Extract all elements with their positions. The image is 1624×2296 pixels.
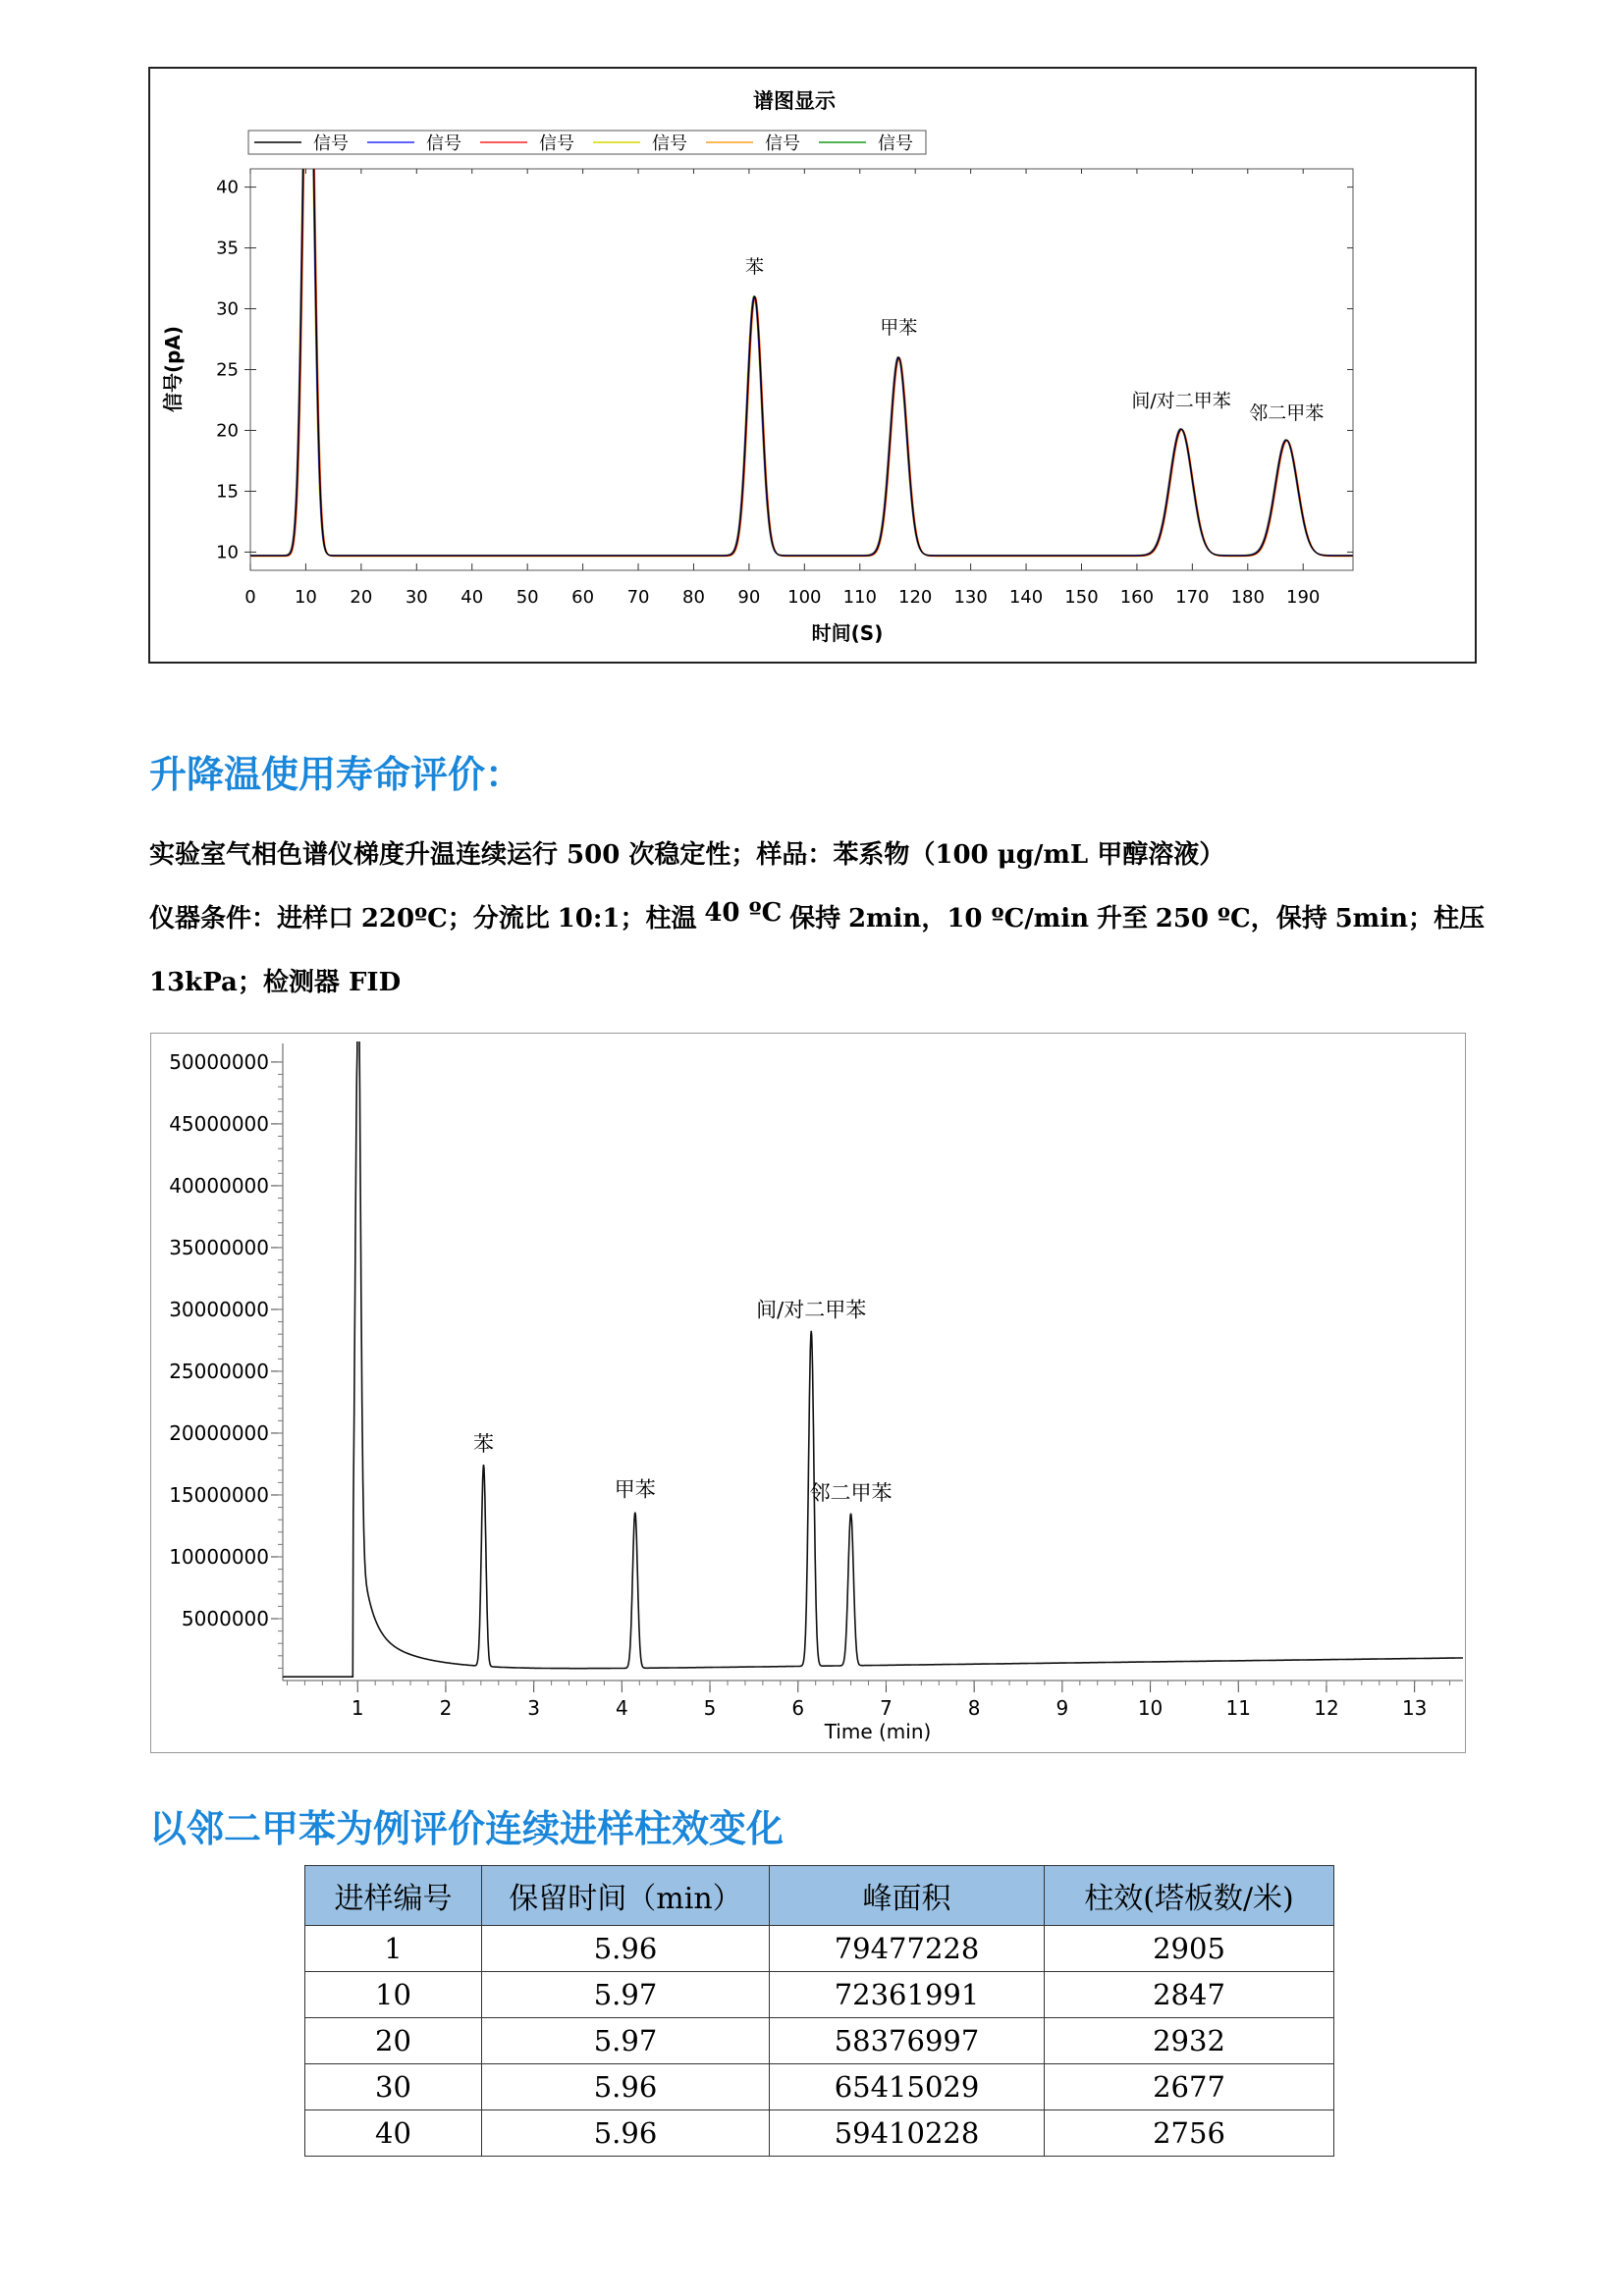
condition-part: 220ºC；分流比	[360, 904, 550, 934]
chart2-x-tick-label: 7	[880, 1696, 893, 1720]
chromatogram-chart-2	[150, 1033, 1466, 1753]
chart1-x-tick-label: 80	[682, 587, 705, 608]
chart1-legend-label: 信号	[426, 133, 461, 154]
condition-part: 10:1；柱温	[557, 904, 697, 934]
condition-part: 仪器条件：进样口	[149, 904, 354, 934]
chart1-x-tick-label: 170	[1175, 587, 1210, 608]
chart2-y-tick-label: 45000000	[169, 1111, 269, 1136]
chart1-legend-label: 信号	[313, 133, 349, 154]
chromatogram-2-svg	[151, 1034, 1464, 1751]
chart1-x-tick-label: 50	[515, 587, 539, 608]
chart1-x-tick-label: 120	[898, 587, 933, 608]
cell-column-efficiency: 2756	[1045, 2110, 1334, 2157]
condition-part: 保持	[789, 904, 841, 934]
cell-column-efficiency: 2677	[1045, 2064, 1334, 2110]
chart2-peak-label: 间/对二甲苯	[756, 1298, 867, 1322]
cell-retention-time: 5.96	[482, 2110, 770, 2157]
cell-peak-area: 79477228	[770, 1926, 1045, 1972]
header-column-efficiency: 柱效(塔板数/米)	[1045, 1866, 1334, 1926]
chart2-x-axis-label: Time (min)	[824, 1720, 932, 1743]
cell-injection-no: 1	[305, 1926, 482, 1972]
cell-peak-area: 59410228	[770, 2110, 1045, 2157]
chart1-x-tick-label: 30	[405, 587, 428, 608]
cell-injection-no: 40	[305, 2110, 482, 2157]
chart1-x-tick-label: 90	[737, 587, 761, 608]
chart2-y-tick-label: 15000000	[169, 1482, 269, 1507]
chart2-y-tick-label: 25000000	[169, 1359, 269, 1383]
table-row	[305, 1926, 1334, 1972]
chart2-x-tick-label: 1	[351, 1696, 364, 1720]
chart1-legend-label: 信号	[765, 133, 800, 154]
section-heading: 升降温使用寿命评价：	[149, 753, 523, 796]
chart1-y-tick-label: 15	[216, 481, 239, 503]
chart1-plot-area	[250, 169, 1353, 570]
chart1-peak-label: 苯	[745, 256, 765, 279]
chromatogram-1-svg	[150, 69, 1475, 662]
condition-part: 250 ºC，保持	[1155, 904, 1327, 934]
chart2-x-tick-label: 8	[967, 1696, 981, 1720]
cell-retention-time: 5.97	[482, 1972, 770, 2018]
chart1-peak-label: 邻二甲苯	[1249, 401, 1325, 424]
chart2-x-tick-label: 12	[1314, 1696, 1339, 1720]
chart1-peak-label: 甲苯	[880, 317, 918, 340]
condition-part: 升至	[1096, 904, 1148, 934]
condition-part: 40 ºC	[704, 898, 783, 928]
cell-retention-time: 5.97	[482, 2018, 770, 2064]
cell-retention-time: 5.96	[482, 2064, 770, 2110]
chart1-x-axis-label: 时间(S)	[811, 621, 884, 645]
chart1-y-tick-label: 30	[216, 298, 239, 320]
chart1-x-tick-label: 60	[571, 587, 595, 608]
cell-retention-time: 5.96	[482, 1926, 770, 1972]
chart2-x-tick-label: 10	[1137, 1696, 1164, 1720]
table-header-row	[305, 1866, 1334, 1926]
chart2-series-line	[283, 1034, 1463, 1677]
chart1-title: 谱图显示	[753, 89, 836, 113]
chart1-x-tick-label: 100	[787, 587, 822, 608]
chart1-y-tick-label: 25	[216, 359, 239, 381]
table-heading: 以邻二甲苯为例评价连续进样柱效变化	[149, 1807, 785, 1850]
chart1-y-axis-label: 信号(pA)	[161, 325, 185, 413]
chart2-x-tick-label: 11	[1225, 1696, 1251, 1720]
cell-injection-no: 20	[305, 2018, 482, 2064]
cell-column-efficiency: 2905	[1045, 1926, 1334, 1972]
chart2-x-tick-label: 6	[791, 1696, 805, 1720]
chart1-x-tick-label: 70	[626, 587, 650, 608]
chart2-y-tick-label: 40000000	[169, 1173, 269, 1198]
chart2-y-tick-label: 20000000	[169, 1420, 269, 1445]
chart1-legend-label: 信号	[539, 133, 574, 154]
cell-peak-area: 72361991	[770, 1972, 1045, 2018]
table-row	[305, 1972, 1334, 2018]
chart1-x-tick-label: 10	[294, 587, 317, 608]
chart1-x-tick-label: 130	[953, 587, 988, 608]
experiment-description: 实验室气相色谱仪梯度升温连续运行 500 次稳定性；样品：苯系物（100 μg/mL 甲醇溶液）	[149, 840, 1225, 870]
cell-column-efficiency: 2847	[1045, 1972, 1334, 2018]
chart2-x-tick-label: 4	[615, 1696, 628, 1720]
chart2-x-tick-label: 2	[439, 1696, 453, 1720]
chart1-x-tick-label: 20	[350, 587, 373, 608]
chart1-legend-label: 信号	[878, 133, 913, 154]
chart2-peak-label: 邻二甲苯	[809, 1481, 893, 1506]
chart2-peak-label: 甲苯	[614, 1477, 656, 1502]
chart2-x-tick-label: 5	[703, 1696, 717, 1720]
chart1-peak-label: 间/对二甲苯	[1131, 390, 1231, 412]
column-efficiency-table	[304, 1865, 1334, 2157]
chart1-y-tick-label: 10	[216, 542, 239, 563]
header-peak-area: 峰面积	[770, 1866, 1045, 1926]
condition-part: 2min，10 ºC/min	[847, 904, 1090, 934]
chart2-y-tick-label: 10000000	[169, 1544, 269, 1569]
chart2-y-tick-label: 35000000	[169, 1235, 269, 1259]
cell-column-efficiency: 2932	[1045, 2018, 1334, 2064]
cell-peak-area: 58376997	[770, 2018, 1045, 2064]
chart2-y-tick-label: 30000000	[169, 1297, 269, 1321]
chart1-x-tick-label: 190	[1286, 587, 1321, 608]
cell-injection-no: 30	[305, 2064, 482, 2110]
chart1-x-tick-label: 150	[1064, 587, 1099, 608]
chart1-x-tick-label: 40	[460, 587, 484, 608]
chart1-x-tick-label: 110	[842, 587, 877, 608]
chart1-legend-label: 信号	[652, 133, 687, 154]
header-injection-no: 进样编号	[305, 1866, 482, 1926]
chart1-y-tick-label: 20	[216, 420, 239, 442]
chart2-x-tick-label: 3	[527, 1696, 541, 1720]
instrument-conditions	[149, 898, 1485, 934]
table-row	[305, 2064, 1334, 2110]
header-retention-time: 保留时间（min）	[482, 1866, 770, 1926]
chart2-x-tick-label: 9	[1056, 1696, 1069, 1720]
instrument-conditions-continued: 13kPa；检测器 FID	[149, 968, 402, 997]
chart2-x-tick-label: 13	[1401, 1696, 1428, 1720]
chart2-y-tick-label: 5000000	[181, 1606, 269, 1630]
chart2-peak-label: 苯	[473, 1431, 495, 1456]
chart1-y-tick-label: 40	[216, 177, 239, 198]
cell-peak-area: 65415029	[770, 2064, 1045, 2110]
chart1-y-tick-label: 35	[216, 238, 239, 259]
chart1-x-tick-label: 0	[244, 587, 256, 608]
condition-part: 5min；柱压	[1334, 904, 1485, 934]
chart2-y-tick-label: 50000000	[169, 1049, 269, 1074]
table-row	[305, 2110, 1334, 2157]
cell-injection-no: 10	[305, 1972, 482, 2018]
chart1-x-tick-label: 140	[1008, 587, 1044, 608]
table-row	[305, 2018, 1334, 2064]
chart1-x-tick-label: 160	[1119, 587, 1155, 608]
chart1-x-tick-label: 180	[1230, 587, 1265, 608]
chromatogram-chart-1	[148, 67, 1477, 664]
